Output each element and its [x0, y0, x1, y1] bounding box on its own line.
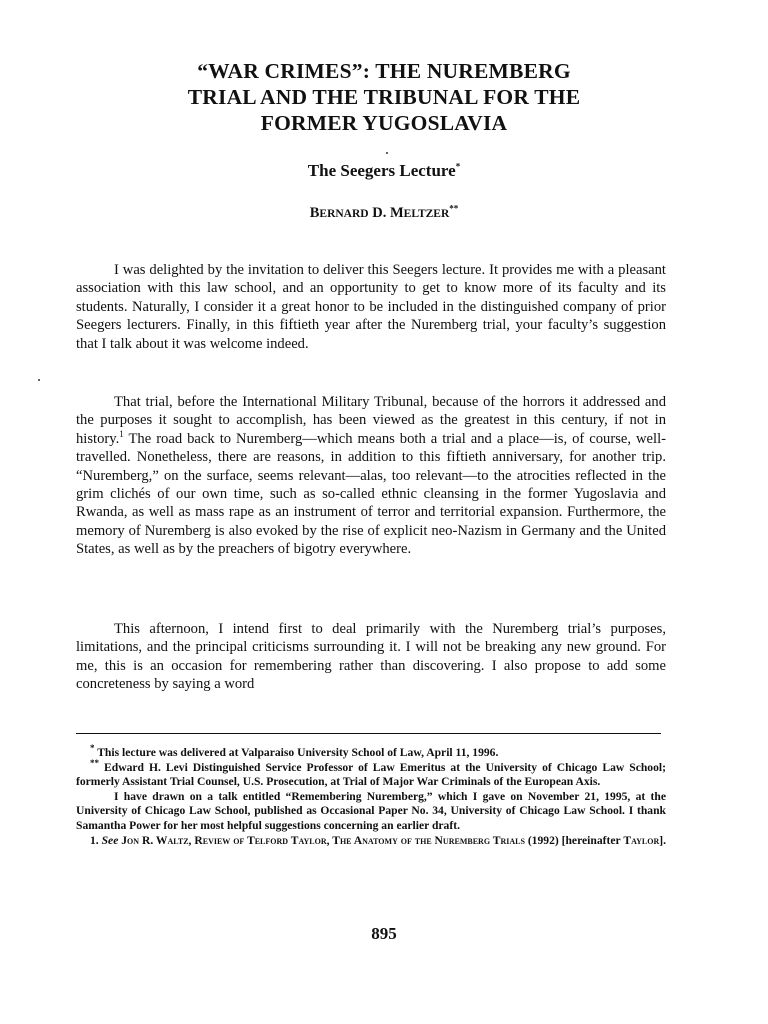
scan-speck: [38, 379, 40, 381]
footnotes: [76, 743, 666, 848]
footnote-star-text: This lecture was delivered at Valparaiso University School of Law, April 11, 1996.: [94, 746, 499, 759]
footnote-1-end: ].: [659, 833, 666, 847]
subtitle-footnote-mark: *: [455, 161, 461, 172]
paragraph-1-text: I was delighted by the invitation to deliver this Seegers lecture. It provides me with a pleasant association with this law school, and an opportunity to get to know more of its faculty and its students. Naturally, I consider it a great honor to be included in the distinguished company of prior Seegers lecturers. Finally, in this fiftieth year after the Nuremberg trial, your faculty’s suggestion that I talk about it was welcome indeed.: [76, 262, 666, 352]
page-number: 895: [371, 924, 397, 943]
footnote-acknowledgment-text: I have drawn on a talk entitled “Remembering Nuremberg,” which I gave on November 21, 1995, at the University of Chicago Law School, published as Occasional Paper No. 34, University of Chicago Law School. I thank Samantha Power for her most helpful suggestions concerning an earlier draft.: [76, 789, 666, 832]
author-last-rest: ELTZER: [403, 208, 450, 220]
paragraph-2-text-a: That trial, before the International Military Tribunal, because of the horrors it addressed and the purposes it sought to accomplish, has been viewed as the greatest in this century, if not in history.: [76, 394, 666, 447]
scan-speck: [386, 152, 388, 154]
body-paragraph-2: [76, 393, 666, 559]
title-line-1: “WAR CRIMES”: THE NUREMBERG: [197, 59, 571, 83]
footnote-1-title: Review of Telford Taylor, The Anatomy of the Nuremberg Trials: [194, 833, 525, 847]
footnote-1-rest: (1992) [hereinafter: [524, 833, 624, 847]
footnote-1-author: Jon R. Waltz,: [118, 833, 195, 847]
footnote-acknowledgment: [76, 790, 666, 834]
author-first-initial: B: [309, 205, 320, 221]
footnote-star-mark: *: [90, 743, 95, 754]
body-paragraph-1: [76, 261, 666, 353]
footnote-double-star-mark: **: [90, 757, 99, 768]
paragraph-2-text-b: The road back to Nuremberg—which means both a trial and a place—is, of course, well-travelled. Nonetheless, there are reasons, in addition to this fiftieth anniversary, for another trip. “Nuremberg,” on the surface, seems relevant—alas, too relevant—to the atrocities reflected in the grim clichés of our own time, such as so-called ethnic cleansing in the former Yugoslavia and Rwanda, as well as mass rape as an instrument of terror and territorial expansion. Furthermore, the memory of Nuremberg is also evoked by the rise of explicit neo-Nazism in Germany and the United States, as well as by the preachers of bigotry everywhere.: [76, 430, 666, 558]
footnote-1-signal: See: [101, 833, 119, 847]
body-paragraph-3: [76, 620, 666, 694]
title-line-2: TRIAL AND THE TRIBUNAL FOR THE: [187, 85, 581, 109]
author-byline: [0, 204, 768, 223]
footnote-1-number: 1.: [90, 833, 99, 847]
footnote-rule: [76, 733, 661, 734]
footnote-ref-1: 1: [119, 428, 124, 439]
author-last-initial: M: [389, 205, 404, 221]
paragraph-3-text: This afternoon, I intend first to deal primarily with the Nuremberg trial’s purposes, limitations, and the principal criticisms surrounding it. I will not be breaking any new ground. For me, this is an occasion for remembering rather than discovering. I also propose to add some concreteness by saying a word: [76, 621, 666, 693]
author-first-rest: ERNARD: [319, 208, 369, 220]
lecture-subtitle: [0, 160, 768, 182]
footnote-double-star-text: Edward H. Levi Distinguished Service Professor of Law Emeritus at the University of Chicago Law School; formerly Assistant Trial Counsel, U.S. Prosecution, at Trial of Major War Criminals of the European Axis.: [76, 760, 666, 789]
author-middle: D.: [368, 205, 390, 221]
subtitle-text: The Seegers Lecture: [307, 161, 456, 180]
title-line-3: FORMER YUGOSLAVIA: [260, 111, 508, 135]
article-title: [0, 58, 768, 136]
footnote-1: [76, 834, 666, 849]
footnote-star: [76, 743, 666, 761]
footnote-1-short-form: Taylor: [623, 833, 660, 847]
author-footnote-mark: **: [449, 203, 459, 214]
footnote-double-star: [76, 757, 666, 790]
